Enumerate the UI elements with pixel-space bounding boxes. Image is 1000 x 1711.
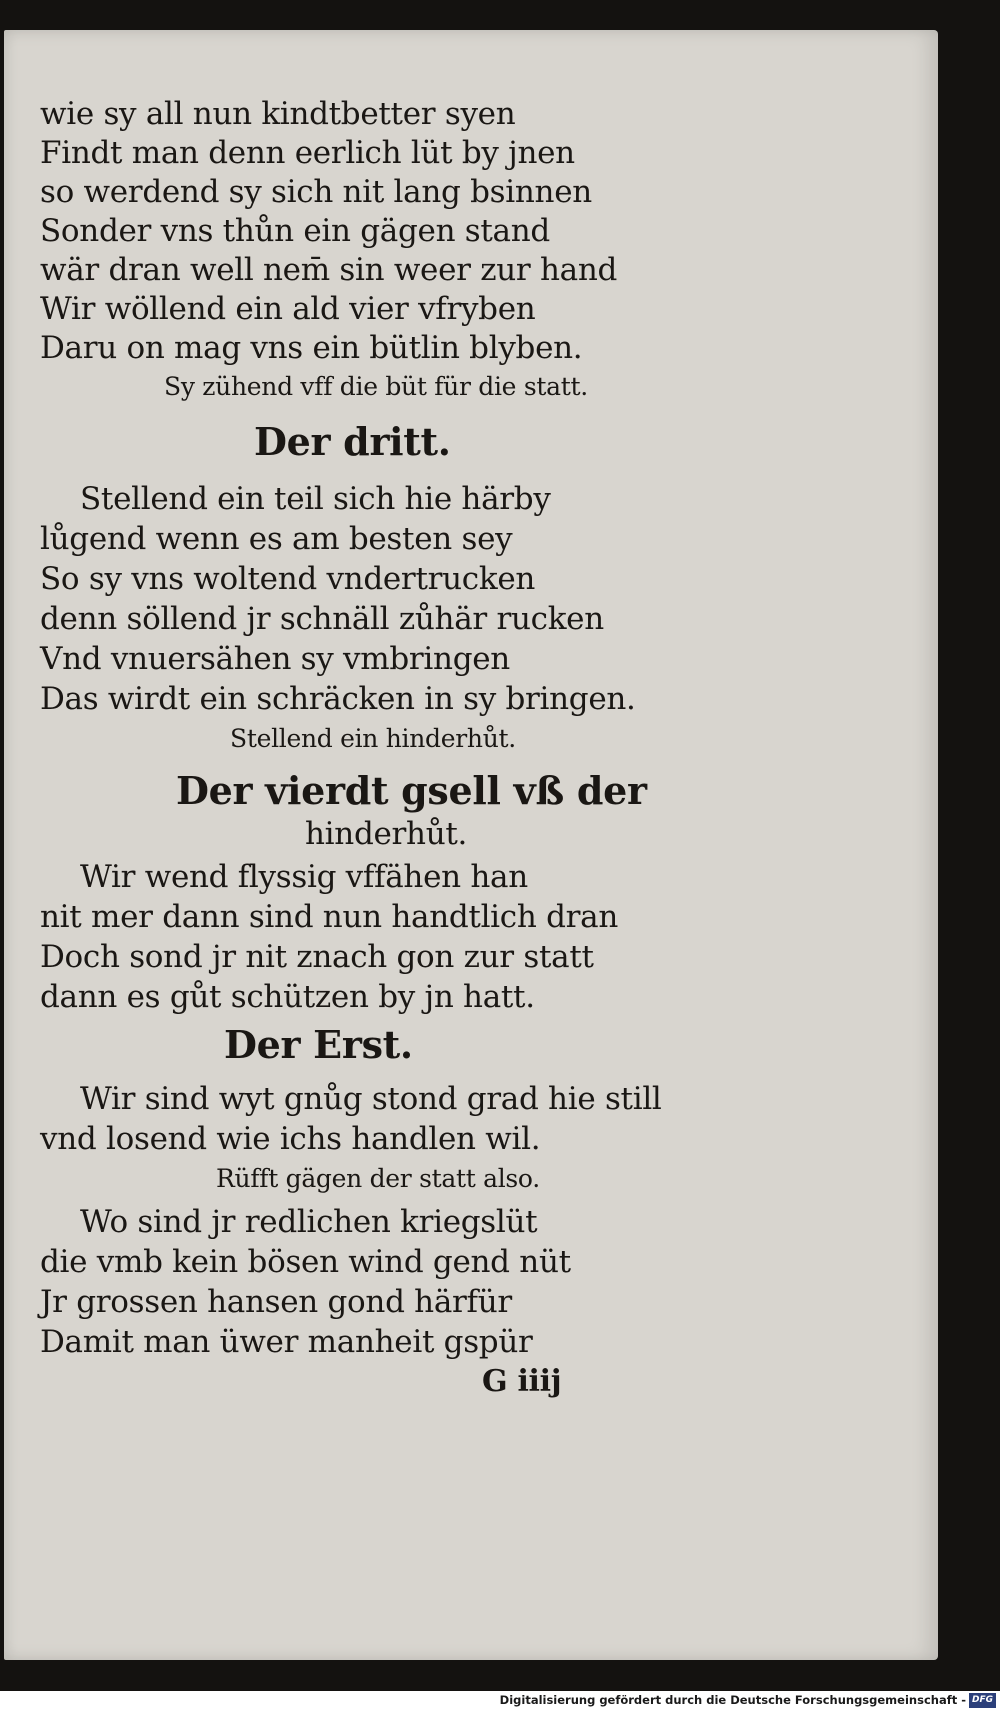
verse-line: Damit man üwer manheit gspür [40, 1324, 533, 1360]
stage-direction: Sy zühend vff die büt für die statt. [164, 372, 588, 401]
verse-line: Findt man denn eerlich lüt by jnen [40, 135, 575, 171]
verse-line: Vnd vnuersähen sy vmbringen [40, 641, 510, 677]
verse-line: dann es gůt schützen by jn hatt. [40, 979, 535, 1015]
verse-line: So sy vns woltend vndertrucken [40, 561, 536, 597]
verse-line: Wo sind jr redlichen kriegslüt [80, 1204, 538, 1240]
verse-line: lůgend wenn es am besten sey [40, 521, 513, 557]
speaker-heading: Der vierdt gsell vß der [176, 768, 647, 813]
verse-line: Jr grossen hansen gond härfür [40, 1284, 512, 1320]
book-page [4, 30, 938, 1660]
dfg-logo: DFG [969, 1693, 996, 1708]
verse-line: wär dran well nem̄ sin weer zur hand [40, 252, 618, 288]
verse-line: Doch sond jr nit znach gon zur statt [40, 939, 594, 975]
verse-line: Das wirdt ein schräcken in sy bringen. [40, 681, 636, 717]
speaker-heading: Der Erst. [224, 1022, 413, 1067]
verse-line: Daru on mag vns ein bütlin blyben. [40, 330, 583, 366]
verse-line: Sonder vns thůn ein gägen stand [40, 213, 550, 249]
stage-direction: Rüfft gägen der statt also. [216, 1164, 540, 1193]
stage-direction: Stellend ein hinderhůt. [230, 724, 516, 753]
verse-line: so werdend sy sich nit lang bsinnen [40, 174, 592, 210]
speaker-heading: Der dritt. [254, 419, 451, 464]
verse-line: wie sy all nun kindtbetter syen [40, 96, 516, 132]
verse-line: Stellend ein teil sich hie härby [80, 481, 551, 517]
funding-credit: Digitalisierung gefördert durch die Deutsche Forschungsgemeinschaft - [499, 1693, 966, 1707]
verse-line: nit mer dann sind nun handtlich dran [40, 899, 618, 935]
signature-mark: G iiij [482, 1364, 562, 1399]
verse-line: denn söllend jr schnäll zůhär rucken [40, 601, 604, 637]
verse-line: die vmb kein bösen wind gend nüt [40, 1244, 571, 1280]
verse-line: vnd losend wie ichs handlen wil. [40, 1121, 541, 1157]
verse-line: Wir wend flyssig vffähen han [80, 859, 528, 895]
verse-line: Wir sind wyt gnůg stond grad hie still [80, 1081, 662, 1117]
speaker-heading-continuation: hinderhůt. [305, 816, 468, 852]
verse-line: Wir wöllend ein ald vier vfryben [40, 291, 536, 327]
digitization-footer [0, 1691, 1000, 1711]
